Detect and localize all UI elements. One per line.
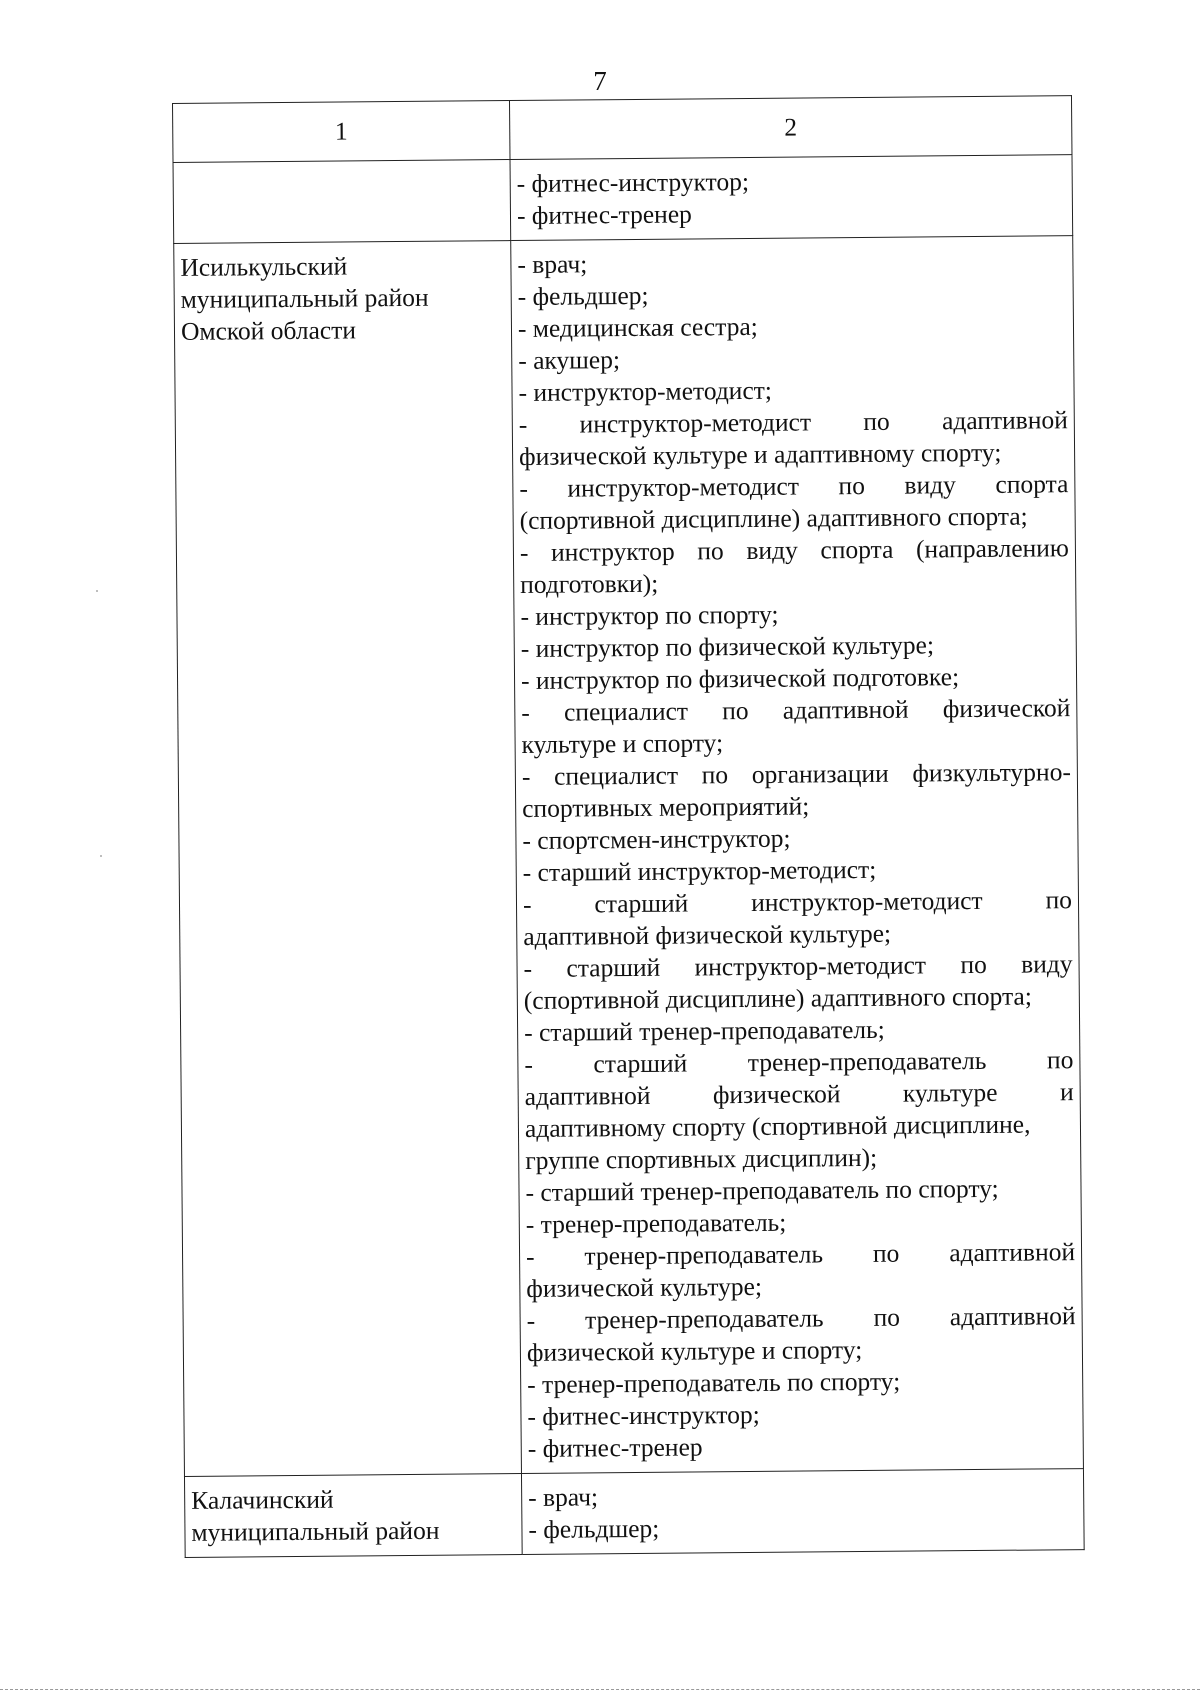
region-cell	[174, 241, 522, 1477]
scan-speck	[100, 855, 102, 857]
profession-line: - врач;	[528, 1482, 599, 1512]
profession-line: адаптивной физической культуре;	[523, 918, 892, 951]
profession-line: - фитнес-инструктор;	[527, 1399, 760, 1431]
profession-line: (спортивной дисциплине) адаптивного спорта;	[523, 981, 1032, 1015]
region-line: муниципальный район	[180, 282, 429, 314]
profession-line: - спортсмен-инструктор;	[522, 823, 791, 855]
profession-line: культуре и спорту;	[521, 728, 724, 759]
profession-line: - старший инструктор-методист по	[522, 885, 1073, 919]
profession-line: - тренер-преподаватель по адаптивной	[525, 1237, 1076, 1271]
profession-line: физической культуре и спорту;	[526, 1335, 863, 1367]
profession-line: - инструктор-методист по виду спорта	[519, 469, 1069, 503]
profession-line: - фельдшер;	[528, 1513, 660, 1544]
table-row	[173, 155, 1073, 244]
region-line: муниципальный район	[191, 1515, 440, 1547]
scan-speck	[96, 590, 98, 592]
region-cell	[173, 160, 511, 244]
professions-cell	[510, 155, 1073, 241]
region-line: Омской области	[180, 315, 357, 346]
profession-line: адаптивному спорту (спортивной дисциплине,	[524, 1109, 1031, 1143]
scan-bottom-edge	[0, 1689, 1200, 1690]
profession-line: - акушер;	[518, 345, 621, 375]
profession-line: - фитнес-инструктор;	[516, 166, 750, 198]
profession-line: - инструктор по физической подготовке;	[520, 662, 960, 695]
profession-line: - старший тренер-преподаватель по	[524, 1045, 1074, 1079]
profession-line: адаптивной физической культуре и	[524, 1077, 1074, 1111]
profession-line: - старший тренер-преподаватель;	[523, 1014, 885, 1047]
profession-line: - тренер-преподаватель;	[525, 1207, 787, 1239]
professions-cell	[521, 1469, 1084, 1555]
profession-line: (спортивной дисциплине) адаптивного спорта;	[519, 501, 1028, 535]
profession-line: - фитнес-тренер	[527, 1432, 703, 1463]
header-col2: 2	[509, 96, 1071, 160]
header-col1: 1	[173, 101, 511, 163]
profession-line: - тренер-преподаватель по адаптивной	[526, 1301, 1076, 1335]
profession-line: - старший тренер-преподаватель по спорту;	[525, 1173, 999, 1207]
profession-line: - фитнес-тренер	[516, 199, 692, 230]
profession-line: - тренер-преподаватель по спорту;	[527, 1366, 901, 1399]
professions-table	[172, 95, 1085, 1558]
region-line: Исилькульский	[180, 251, 348, 282]
profession-line: - инструктор-методист;	[518, 375, 773, 407]
table-header-row	[173, 96, 1072, 163]
profession-line: - инструктор по спорту;	[520, 599, 779, 631]
profession-line: физической культуре;	[526, 1271, 763, 1303]
profession-line: - старший инструктор-методист;	[522, 854, 877, 887]
profession-line: - фельдшер;	[517, 280, 649, 311]
profession-line: - инструктор по физической культуре;	[520, 630, 935, 663]
page-number: 7	[593, 66, 607, 96]
profession-line: - специалист по адаптивной физической	[521, 693, 1071, 727]
profession-line: физической культуре и адаптивному спорту;	[518, 437, 1002, 471]
profession-line: - инструктор-методист по адаптивной	[518, 405, 1068, 439]
region-cell	[184, 1474, 522, 1558]
profession-line: спортивных мероприятий;	[522, 791, 810, 823]
table-row	[174, 236, 1084, 1477]
profession-line: - врач;	[517, 249, 588, 279]
profession-line: - старший инструктор-методист по виду	[523, 949, 1073, 983]
profession-line: - медицинская сестра;	[517, 311, 758, 343]
profession-line: - специалист по организации физкультурно-	[521, 757, 1071, 791]
region-line: Калачинский	[191, 1484, 334, 1515]
profession-line: группе спортивных дисциплин);	[525, 1142, 878, 1175]
professions-cell	[511, 236, 1084, 1474]
profession-line: подготовки);	[520, 568, 659, 599]
profession-line: - инструктор по виду спорта (направлению	[519, 533, 1070, 567]
table-row	[184, 1469, 1084, 1558]
